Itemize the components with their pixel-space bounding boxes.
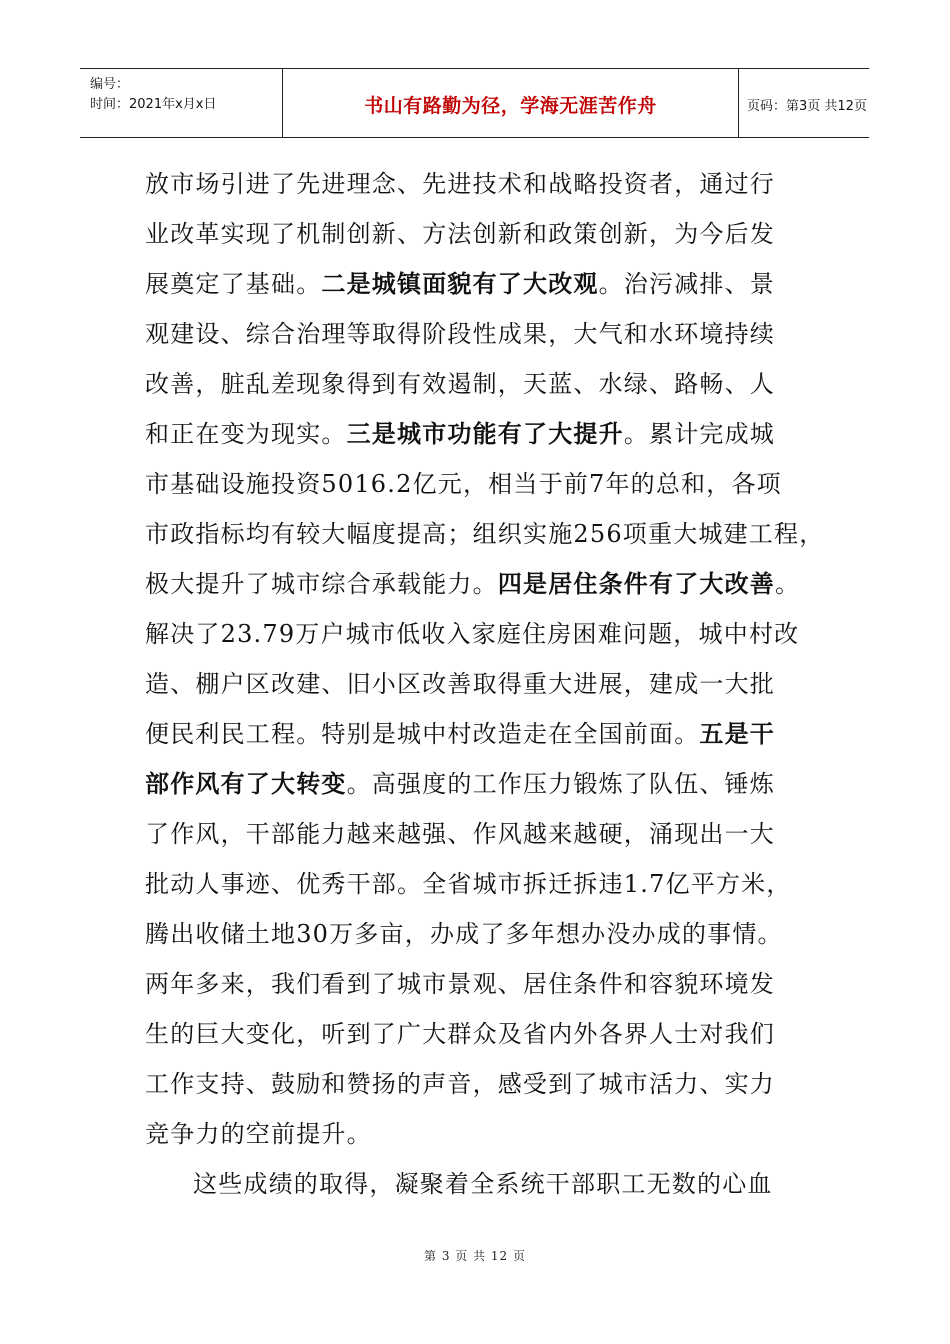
text-line	[145, 409, 825, 459]
text-line	[145, 609, 825, 659]
header-page-cell	[739, 69, 869, 137]
text-line	[145, 959, 825, 1009]
body-text-run: 便民利民工程。特别是城中村改造走在全国前面。	[145, 720, 700, 748]
header-motto: 书山有路勤为径，学海无涯苦作舟	[364, 95, 657, 117]
body-text-run: 工作支持、鼓励和赞扬的声音，感受到了城市活力、实力	[145, 1070, 775, 1098]
text-line	[145, 209, 825, 259]
body-text-run: 改善，脏乱差现象得到有效遏制，天蓝、水绿、路畅、人	[145, 370, 775, 398]
text-line	[145, 359, 825, 409]
text-line	[145, 559, 825, 609]
text-line	[145, 759, 825, 809]
body-text-run: 业改革实现了机制创新、方法创新和政策创新，为今后发	[145, 220, 775, 248]
body-text-run: 批动人事迹、优秀干部。全省城市拆迁拆违1.7亿平方米，	[145, 870, 792, 898]
bold-heading-text: 四是居住条件有了大改善	[497, 569, 776, 598]
body-text-run: 生的巨大变化，听到了广大群众及省内外各界人士对我们	[145, 1020, 775, 1048]
text-line	[145, 909, 825, 959]
body-text-run: 两年多来，我们看到了城市景观、居住条件和容貌环境发	[145, 970, 775, 998]
text-line	[145, 459, 825, 509]
text-line	[145, 859, 825, 909]
text-line	[145, 159, 825, 209]
body-text-run: 观建设、综合治理等取得阶段性成果，大气和水环境持续	[145, 320, 775, 348]
body-text-run: 这些成绩的取得，凝聚着全系统干部职工无数的心血	[193, 1170, 773, 1198]
body-text-run: 造、棚户区改建、旧小区改善取得重大进展，建成一大批	[145, 670, 775, 698]
body-text-run: 市政指标均有较大幅度提高；组织实施256项重大城建工程，	[145, 520, 825, 548]
bold-heading-text: 部作风有了大转变	[145, 769, 347, 798]
body-text-run: 。累计完成城	[623, 420, 776, 448]
text-line	[145, 259, 825, 309]
bold-heading-text: 五是干	[699, 719, 776, 748]
body-text-run: 放市场引进了先进理念、先进技术和战略投资者，通过行	[145, 170, 775, 198]
header-page-code: 页码：第3页 共12页	[747, 99, 867, 114]
text-line	[145, 309, 825, 359]
document-header	[80, 68, 869, 138]
document-time-label: 时间：2021年x月x日	[90, 97, 217, 112]
body-text-run: 竞争力的空前提升。	[145, 1120, 372, 1148]
text-line	[145, 709, 825, 759]
bold-heading-text: 二是城镇面貌有了大改观	[321, 269, 599, 298]
header-meta-cell	[80, 69, 282, 137]
document-number-label: 编号：	[90, 77, 130, 92]
text-line	[145, 1009, 825, 1059]
body-text-run: 市基础设施投资5016.2亿元，相当于前7年的总和，各项	[145, 470, 782, 498]
text-line	[145, 1159, 825, 1209]
body-text-run: 解决了23.79万户城市低收入家庭住房困难问题，城中村改	[145, 620, 800, 648]
body-text-run: 展奠定了基础。	[145, 270, 322, 298]
header-motto-cell	[282, 69, 739, 137]
body-text-run: 。高强度的工作压力锻炼了队伍、锤炼	[346, 770, 776, 798]
body-text-run: 。治污减排、景	[598, 270, 776, 298]
body-text-run: 了作风，干部能力越来越强、作风越来越硬，涌现出一大	[145, 820, 775, 848]
body-text-run: 和正在变为现实。	[145, 420, 347, 448]
body-text-run: 。	[775, 570, 801, 598]
body-text-run: 极大提升了城市综合承载能力。	[145, 570, 498, 598]
text-line	[145, 809, 825, 859]
page-footer: 第 3 页 共 12 页	[424, 1249, 526, 1263]
document-body	[145, 159, 825, 1209]
text-line	[145, 1109, 825, 1159]
bold-heading-text: 三是城市功能有了大提升	[346, 419, 624, 448]
text-line	[145, 509, 825, 559]
body-text-run: 腾出收储土地30万多亩，办成了多年想办没办成的事情。	[145, 920, 783, 948]
text-line	[145, 659, 825, 709]
text-line	[145, 1059, 825, 1109]
